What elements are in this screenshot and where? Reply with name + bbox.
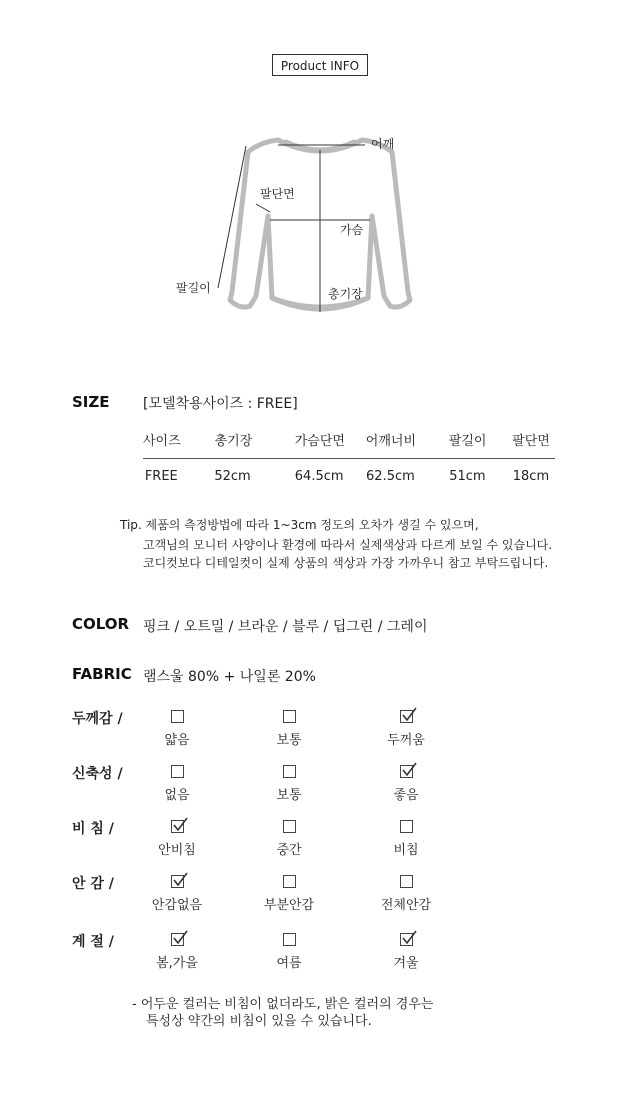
td-chest: 64.5cm: [294, 469, 344, 484]
attribute-option-label: 안비침: [158, 843, 196, 858]
attribute-label: 비 침 /: [72, 821, 114, 837]
attribute-label: 신축성 /: [72, 766, 123, 782]
attribute-option-label: 좋음: [393, 788, 419, 803]
fabric-value: 램스울 80% + 나일론 20%: [143, 669, 316, 685]
attribute-option-label: 봄,가을: [156, 956, 198, 971]
empty-checkbox[interactable]: [283, 820, 296, 833]
attribute-option[interactable]: [351, 820, 461, 858]
checked-checkbox[interactable]: [171, 820, 184, 833]
empty-checkbox[interactable]: [400, 875, 413, 888]
attribute-option[interactable]: [122, 710, 232, 748]
color-heading: COLOR: [72, 615, 130, 633]
td-sleeve-hem: 18cm: [512, 469, 550, 484]
attribute-label: 두께감 /: [72, 711, 123, 727]
attribute-option-label: 겨울: [393, 956, 419, 971]
checked-checkbox[interactable]: [171, 875, 184, 888]
checked-checkbox[interactable]: [400, 765, 413, 778]
note-line-2: 특성상 약간의 비침이 있을 수 있습니다.: [146, 1014, 372, 1029]
label-total-length: 총기장: [328, 287, 363, 301]
attribute-option[interactable]: [122, 765, 232, 803]
empty-checkbox[interactable]: [400, 820, 413, 833]
checkmark-icon: [171, 871, 189, 889]
th-shoulder: 어깨너비: [365, 434, 416, 449]
label-shoulder: 어깨: [371, 137, 395, 151]
checkmark-icon: [171, 816, 189, 834]
attribute-option[interactable]: [234, 875, 344, 913]
th-chest: 가슴단면: [294, 434, 345, 449]
attribute-option-label: 두꺼움: [387, 733, 425, 748]
garment-measurement-diagram: [160, 120, 480, 340]
td-size: FREE: [144, 469, 178, 484]
attribute-option[interactable]: [351, 875, 461, 913]
attribute-label: 계 절 /: [72, 934, 114, 950]
th-sleeve-length: 팔길이: [448, 434, 487, 449]
attribute-option[interactable]: [122, 820, 232, 858]
size-heading: SIZE: [72, 393, 110, 411]
tip-line-3: 코디컷보다 디테일컷이 실제 상품의 색상과 가장 가까우니 참고 부탁드립니다.: [143, 556, 549, 570]
checked-checkbox[interactable]: [400, 933, 413, 946]
attribute-option[interactable]: [351, 933, 461, 971]
attribute-option-label: 보통: [276, 733, 302, 748]
attribute-option-label: 보통: [276, 788, 302, 803]
attribute-option-label: 부분안감: [263, 898, 315, 913]
attribute-option-label: 전체안감: [380, 898, 432, 913]
attribute-option-label: 없음: [164, 788, 190, 803]
size-table-header: [143, 430, 555, 449]
empty-checkbox[interactable]: [171, 710, 184, 723]
empty-checkbox[interactable]: [283, 875, 296, 888]
color-value: 핑크 / 오트밀 / 브라운 / 블루 / 딥그린 / 그레이: [143, 619, 428, 635]
attribute-option-label: 여름: [276, 956, 302, 971]
attribute-option-label: 중간: [276, 843, 302, 858]
size-table-row: [143, 469, 555, 484]
attribute-option[interactable]: [122, 875, 232, 913]
attribute-option[interactable]: [234, 933, 344, 971]
fabric-heading: FABRIC: [72, 665, 132, 683]
attribute-option-label: 안감없음: [151, 898, 203, 913]
empty-checkbox[interactable]: [283, 710, 296, 723]
td-shoulder: 62.5cm: [366, 469, 415, 484]
attribute-option[interactable]: [351, 765, 461, 803]
checked-checkbox[interactable]: [400, 710, 413, 723]
label-sleeve-hem: 팔단면: [260, 187, 295, 201]
checkmark-icon: [400, 706, 418, 724]
checkmark-icon: [171, 929, 189, 947]
attribute-option[interactable]: [351, 710, 461, 748]
empty-checkbox[interactable]: [283, 765, 296, 778]
attribute-option-label: 비침: [393, 843, 419, 858]
attribute-label: 안 감 /: [72, 876, 114, 892]
td-sleeve-length: 51cm: [449, 469, 486, 484]
note-line-1: - 어두운 컬러는 비침이 없더라도, 밝은 컬러의 경우는: [132, 997, 434, 1012]
empty-checkbox[interactable]: [283, 933, 296, 946]
attribute-option-label: 얇음: [164, 733, 190, 748]
label-chest: 가슴: [340, 223, 364, 237]
empty-checkbox[interactable]: [171, 765, 184, 778]
size-table-rule: [143, 458, 555, 459]
th-size: 사이즈: [143, 434, 181, 449]
checkmark-icon: [400, 929, 418, 947]
td-total-length: 52cm: [214, 469, 251, 484]
attribute-option[interactable]: [122, 933, 232, 971]
tip-line-2: 고객님의 모니터 사양이나 환경에 따라서 실제색상과 다르게 보일 수 있습니다.: [143, 538, 553, 552]
attribute-option[interactable]: [234, 710, 344, 748]
attribute-option[interactable]: [234, 765, 344, 803]
label-sleeve-length: 팔길이: [176, 281, 211, 295]
th-total-length: 총기장: [214, 434, 253, 449]
checkmark-icon: [400, 761, 418, 779]
model-size: [모델착용사이즈 : FREE]: [143, 396, 298, 412]
th-sleeve-hem: 팔단면: [512, 434, 550, 449]
product-info-badge: Product INFO: [272, 54, 368, 76]
attribute-option[interactable]: [234, 820, 344, 858]
checked-checkbox[interactable]: [171, 933, 184, 946]
tip-line-1: Tip. 제품의 측정방법에 따라 1~3cm 정도의 오차가 생길 수 있으며,: [120, 518, 479, 532]
